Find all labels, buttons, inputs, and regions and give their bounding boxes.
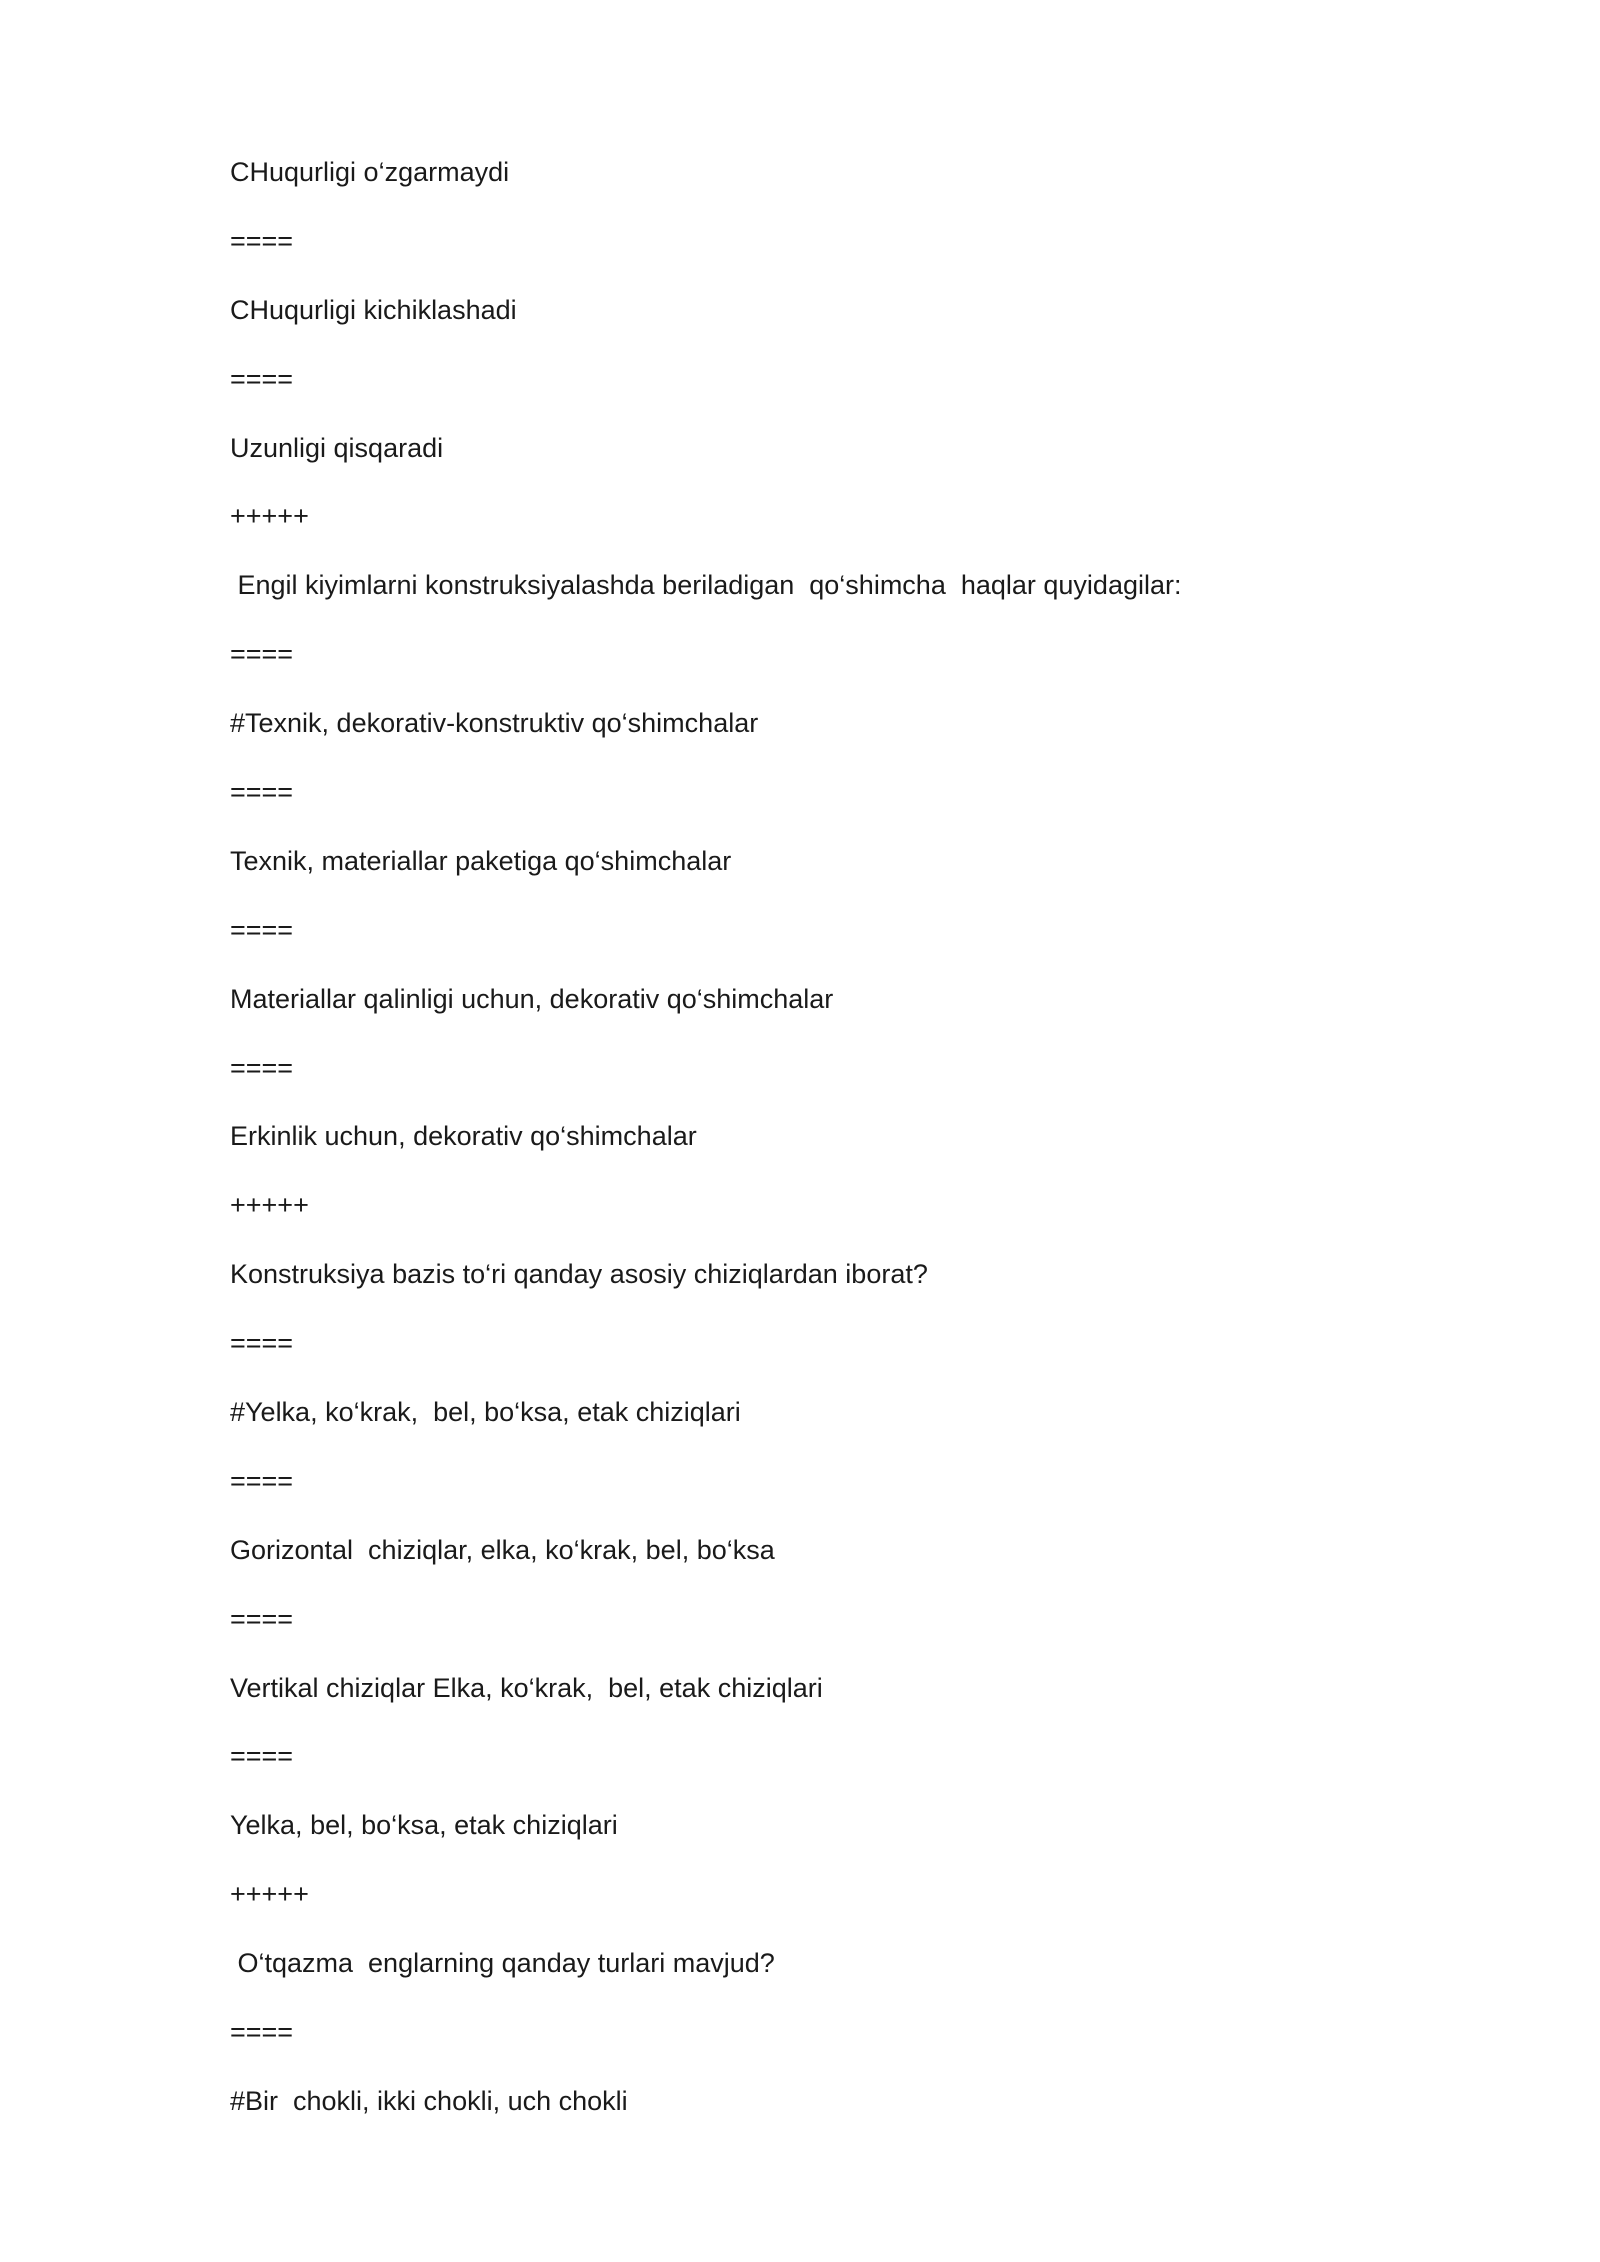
- line-separator: ====: [230, 914, 294, 945]
- line-separator: ====: [230, 225, 294, 256]
- line-question: Engil kiyimlarni konstruksiyalashda beriladigan qo‘shimcha haqlar quyidagilar:: [230, 570, 1182, 601]
- line-answer-option: CHuqurligi kichiklashadi: [230, 294, 517, 325]
- line-question: O‘tqazma englarning qanday turlari mavjud?: [230, 1948, 775, 1979]
- document-body: [230, 150, 1430, 2148]
- line-correct-answer: #Bir chokli, ikki chokli, uch chokli: [230, 2085, 628, 2116]
- line-question-divider: +++++: [230, 501, 309, 532]
- line-separator: ====: [230, 363, 294, 394]
- line-answer-option: Yelka, bel, bo‘ksa, etak chiziqlari: [230, 1810, 618, 1841]
- line-answer-option: Vertikal chiziqlar Elka, ko‘krak, bel, etak chiziqlari: [230, 1672, 823, 1703]
- line-question-divider: +++++: [230, 1879, 309, 1910]
- line-correct-answer: #Yelka, ko‘krak, bel, bo‘ksa, etak chiziqlari: [230, 1397, 741, 1428]
- line-answer-option: CHuqurligi o‘zgarmaydi: [230, 157, 510, 187]
- line-answer-option: Erkinlik uchun, dekorativ qo‘shimchalar: [230, 1121, 697, 1152]
- line-separator: ====: [230, 2017, 294, 2048]
- line-separator: ====: [230, 777, 294, 808]
- line-answer-option: Materiallar qalinligi uchun, dekorativ qo‘shimchalar: [230, 983, 834, 1014]
- line-question-divider: +++++: [230, 1190, 309, 1221]
- line-separator: ====: [230, 1052, 294, 1083]
- line-separator: ====: [230, 1328, 294, 1359]
- line-separator: ====: [230, 1465, 294, 1496]
- line-separator: ====: [230, 1741, 294, 1772]
- line-answer-option: Texnik, materiallar paketiga qo‘shimchalar: [230, 845, 732, 876]
- line-question: Konstruksiya bazis to‘ri qanday asosiy chiziqlardan iborat?: [230, 1259, 928, 1290]
- line-answer-option: Uzunligi qisqaradi: [230, 432, 444, 463]
- line-separator: ====: [230, 639, 294, 670]
- line-answer-option: Gorizontal chiziqlar, elka, ko‘krak, bel, bo‘ksa: [230, 1534, 775, 1565]
- line-separator: ====: [230, 1603, 294, 1634]
- line-correct-answer: #Texnik, dekorativ-konstruktiv qo‘shimchalar: [230, 708, 759, 739]
